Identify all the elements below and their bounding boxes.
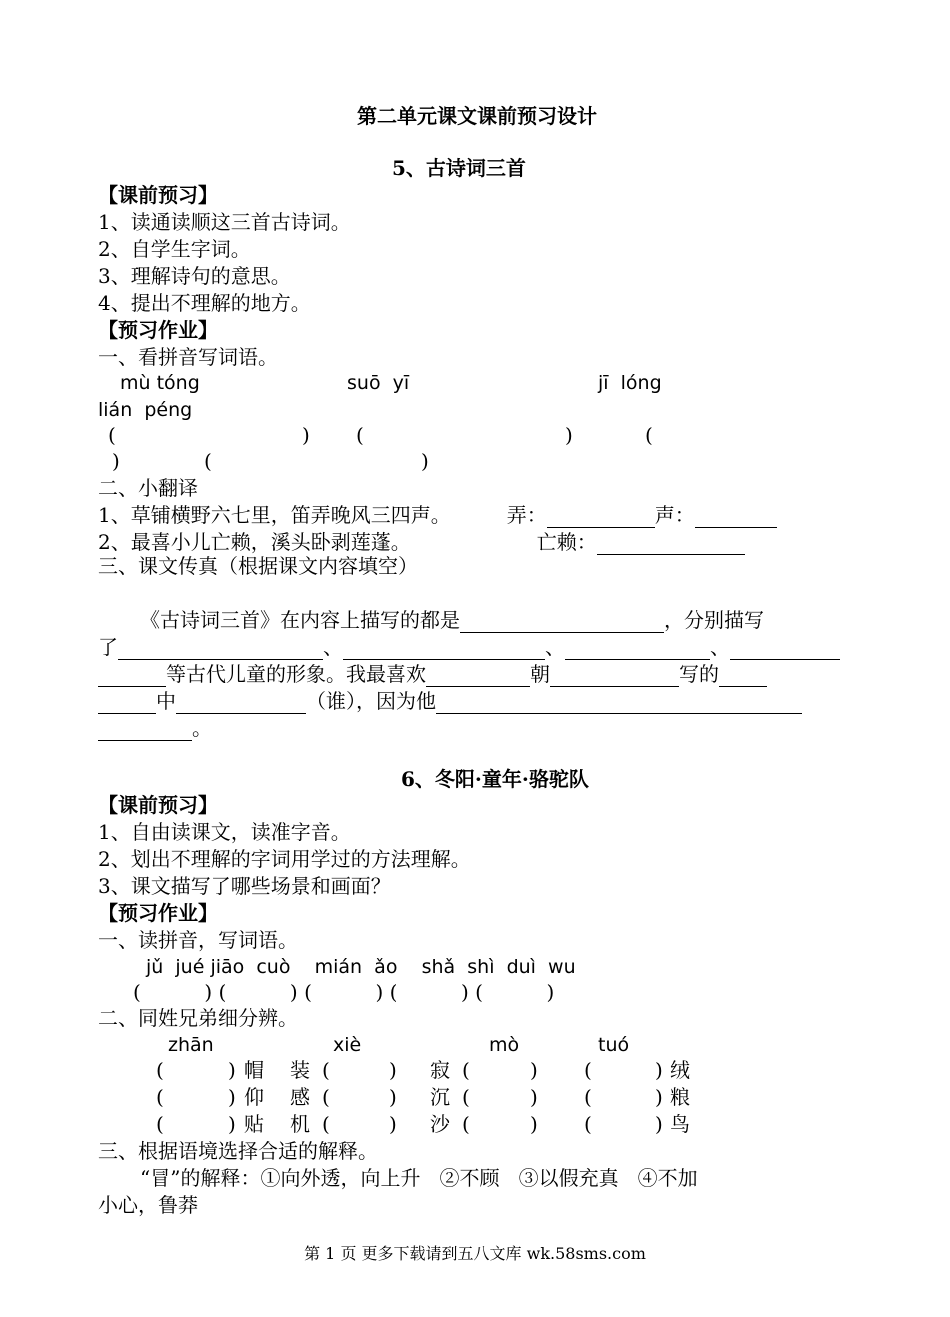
answer-blank[interactable] bbox=[118, 637, 323, 660]
grid-paren: ( bbox=[462, 1058, 470, 1082]
lesson5-preview-item: 3、理解诗句的意思。 bbox=[98, 264, 291, 288]
fill-text: ，分别描写 bbox=[664, 608, 764, 632]
answer-blank[interactable] bbox=[176, 691, 306, 714]
grid-char: 绒 bbox=[670, 1058, 690, 1082]
lesson6-homework-heading: 【预习作业】 bbox=[98, 901, 218, 925]
fill-line-2 bbox=[98, 634, 840, 660]
answer-blank[interactable] bbox=[98, 691, 156, 714]
grid-char: 仰 bbox=[244, 1085, 264, 1109]
answer-paren-close: ) bbox=[112, 449, 120, 473]
lesson5-homework-heading: 【预习作业】 bbox=[98, 318, 218, 342]
answer-blank[interactable] bbox=[719, 664, 767, 687]
syllable-tuo: tuó bbox=[598, 1034, 630, 1056]
lesson6-q1: 一、读拼音，写词语。 bbox=[98, 928, 298, 952]
grid-paren: ( bbox=[156, 1058, 164, 1082]
lesson6-title: 6、冬阳·童年·骆驼队 bbox=[401, 767, 589, 791]
answer-blank[interactable] bbox=[436, 691, 802, 714]
answer-blank[interactable] bbox=[426, 664, 530, 687]
fill-line-4 bbox=[98, 688, 802, 714]
lesson6-q2: 二、同姓兄弟细分辨。 bbox=[98, 1006, 298, 1030]
grid-paren: ) bbox=[655, 1085, 663, 1109]
lesson5-title: 5、古诗词三首 bbox=[392, 156, 526, 180]
lesson6-pinyin-row: jǔ jué jiāo cuò mián ǎo shǎ shì duì wu bbox=[146, 956, 576, 978]
grid-paren: ( bbox=[462, 1112, 470, 1136]
fill-text: 中 bbox=[156, 689, 176, 713]
grid-paren: ) bbox=[228, 1058, 236, 1082]
fill-text: 、 bbox=[545, 635, 565, 659]
grid-paren: ( bbox=[462, 1085, 470, 1109]
lesson5-preview-item: 1、读通读顺这三首古诗词。 bbox=[98, 210, 351, 234]
fill-line-5 bbox=[98, 715, 212, 741]
grid-char: 装 bbox=[290, 1058, 310, 1082]
lesson5-q1: 一、看拼音写词语。 bbox=[98, 345, 278, 369]
grid-paren: ) bbox=[389, 1112, 397, 1136]
fill-text: 。 bbox=[192, 716, 212, 740]
grid-char: 感 bbox=[290, 1085, 310, 1109]
fill-text: 朝 bbox=[530, 662, 550, 686]
grid-paren: ) bbox=[655, 1058, 663, 1082]
grid-paren: ) bbox=[389, 1085, 397, 1109]
grid-paren: ) bbox=[530, 1112, 538, 1136]
grid-char: 沙 bbox=[430, 1112, 450, 1136]
answer-paren-open: ( bbox=[645, 423, 653, 447]
answer-blank[interactable] bbox=[98, 664, 166, 687]
pinyin-mutong: mù tóng bbox=[120, 372, 200, 394]
lesson6-preview-heading: 【课前预习】 bbox=[98, 793, 218, 817]
fill-text: 了 bbox=[98, 635, 118, 659]
lesson5-preview-item: 4、提出不理解的地方。 bbox=[98, 291, 311, 315]
grid-paren: ) bbox=[389, 1058, 397, 1082]
lesson5-q3: 三、课文传真（根据课文内容填空） bbox=[98, 554, 418, 578]
mao-definition-line-2: 小心，鲁莽 bbox=[98, 1193, 198, 1217]
fill-text: 等古代儿童的形象。我最喜欢 bbox=[166, 662, 426, 686]
lesson6-q3: 三、根据语境选择合适的解释。 bbox=[98, 1139, 378, 1163]
grid-char: 沉 bbox=[430, 1085, 450, 1109]
fill-text: 《古诗词三首》在内容上描写的都是 bbox=[140, 608, 460, 632]
grid-paren: ) bbox=[228, 1112, 236, 1136]
grid-paren: ( bbox=[584, 1085, 592, 1109]
lesson6-answer-parens: ( ) ( ) ( ) ( ) ( ) bbox=[133, 980, 555, 1004]
answer-blank[interactable] bbox=[550, 664, 679, 687]
translate-label-wanglai: 亡赖： bbox=[536, 530, 597, 554]
syllable-xie: xiè bbox=[333, 1034, 362, 1056]
document-title: 第二单元课文课前预习设计 bbox=[357, 104, 597, 128]
grid-paren: ( bbox=[156, 1112, 164, 1136]
grid-paren: ) bbox=[228, 1085, 236, 1109]
translate-label-sheng: 声： bbox=[654, 503, 695, 527]
answer-paren-close: ) bbox=[565, 423, 573, 447]
answer-blank[interactable] bbox=[597, 532, 745, 555]
answer-blank[interactable] bbox=[98, 718, 192, 741]
answer-paren-close: ) bbox=[302, 423, 310, 447]
grid-paren: ( bbox=[322, 1112, 330, 1136]
grid-paren: ( bbox=[322, 1085, 330, 1109]
fill-line-3 bbox=[98, 661, 767, 687]
lesson6-preview-item: 1、自由读课文，读准字音。 bbox=[98, 820, 351, 844]
grid-char: 帽 bbox=[244, 1058, 264, 1082]
translate-line-2 bbox=[98, 529, 745, 555]
fill-text: 、 bbox=[323, 635, 343, 659]
answer-paren-close: ) bbox=[421, 449, 429, 473]
translate-text-1: 1、草铺横野六七里，笛弄晚风三四声。 bbox=[98, 503, 451, 527]
grid-char: 鸟 bbox=[670, 1112, 690, 1136]
mao-definition-line-1: “冒”的解释：①向外透，向上升 ②不顾 ③以假充真 ④不加 bbox=[140, 1166, 698, 1190]
pinyin-lianpeng: lián péng bbox=[98, 399, 193, 421]
grid-char: 贴 bbox=[244, 1112, 264, 1136]
page-footer: 第 1 页 更多下载请到五八文库 wk.58sms.com bbox=[304, 1244, 646, 1263]
grid-paren: ) bbox=[530, 1085, 538, 1109]
grid-paren: ( bbox=[156, 1085, 164, 1109]
fill-text: 写的 bbox=[679, 662, 719, 686]
answer-blank[interactable] bbox=[343, 637, 545, 660]
lesson6-preview-item: 2、划出不理解的字词用学过的方法理解。 bbox=[98, 847, 471, 871]
grid-char: 寂 bbox=[430, 1058, 450, 1082]
answer-paren-open: ( bbox=[356, 423, 364, 447]
answer-blank[interactable] bbox=[730, 637, 840, 660]
fill-text: （谁），因为他 bbox=[306, 689, 436, 713]
translate-line-1 bbox=[98, 502, 777, 528]
lesson6-preview-item: 3、课文描写了哪些场景和画面？ bbox=[98, 874, 391, 898]
grid-paren: ( bbox=[584, 1112, 592, 1136]
translate-label-nong: 弄： bbox=[506, 503, 547, 527]
answer-blank[interactable] bbox=[565, 637, 710, 660]
answer-paren-open: ( bbox=[108, 423, 116, 447]
fill-text: 、 bbox=[710, 635, 730, 659]
answer-paren-open: ( bbox=[204, 449, 212, 473]
pinyin-jilong: jī lóng bbox=[598, 372, 662, 394]
pinyin-suoyi: suō yī bbox=[347, 372, 410, 394]
lesson5-preview-heading: 【课前预习】 bbox=[98, 183, 218, 207]
grid-char: 机 bbox=[290, 1112, 310, 1136]
grid-paren: ( bbox=[584, 1058, 592, 1082]
lesson5-preview-item: 2、自学生字词。 bbox=[98, 237, 251, 261]
grid-paren: ( bbox=[322, 1058, 330, 1082]
syllable-mo: mò bbox=[489, 1034, 520, 1056]
fill-line-1 bbox=[140, 607, 764, 633]
grid-char: 粮 bbox=[670, 1085, 690, 1109]
answer-blank[interactable] bbox=[695, 505, 777, 528]
translate-text-2: 2、最喜小儿亡赖，溪头卧剥莲蓬。 bbox=[98, 530, 411, 554]
grid-paren: ) bbox=[530, 1058, 538, 1082]
syllable-zhan: zhān bbox=[168, 1034, 214, 1056]
answer-blank[interactable] bbox=[460, 610, 664, 633]
lesson5-q2: 二、小翻译 bbox=[98, 476, 198, 500]
grid-paren: ) bbox=[655, 1112, 663, 1136]
answer-blank[interactable] bbox=[547, 505, 655, 528]
